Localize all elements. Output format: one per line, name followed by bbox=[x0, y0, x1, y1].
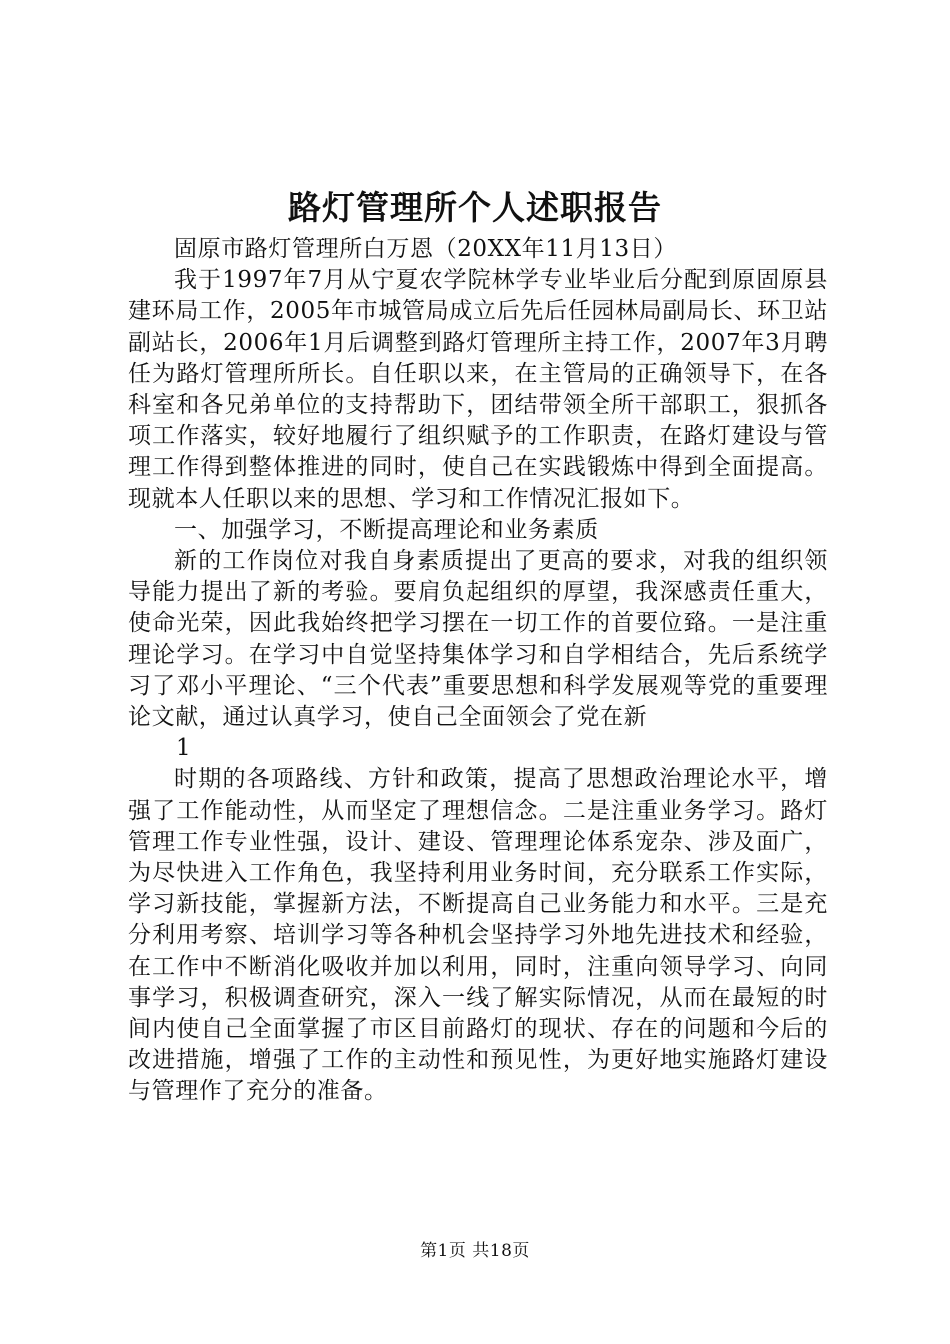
page-footer: 第1页 共18页 bbox=[420, 1241, 530, 1261]
paragraph-intro: 我于1997年7月从宁夏农学院林学专业毕业后分配到原固原县建环局工作，2005年市城管局成立后先后任园林局副局长、环卫站副站长，2006年1月后调整到路灯管理所主持工作，2007年3月聘任为路灯管理所所长。自任职以来，在主管局的正确领导下，在各科室和各兄弟单位的支持帮助下，团结带领全所干部职工，狠抓各项工作落实，较好地履行了组织赋予的工作职责，在路灯建设与管理工作得到整体推进的同时，使自己在实践锻炼中得到全面提高。现就本人任职以来的思想、学习和工作情况汇报如下。 bbox=[128, 267, 828, 512]
paragraph-learning: 新的工作岗位对我自身素质提出了更高的要求，对我的组织领导能力提出了新的考验。要肩负起组织的厚望，我深感责任重大，使命光荣，因此我始终把学习摆在一切工作的首要位臵。一是注重理论学习。在学习中自觉坚持集体学习和自学相结合，先后系统学习了邓小平理论、“三个代表”重要思想和科学发展观等党的重要理论文献，通过认真学习，使自己全面领会了党在新 bbox=[128, 548, 828, 731]
section-heading: 一、加强学习，不断提高理论和业务素质 bbox=[174, 516, 599, 543]
page-title: 路灯管理所个人述职报告 bbox=[288, 188, 662, 227]
paragraph-continuation: 时期的各项路线、方针和政策，提高了思想政治理论水平，增强了工作能动性，从而坚定了理想信念。二是注重业务学习。路灯管理工作专业性强，设计、建设、管理理论体系宠杂、涉及面广，为尽快进入工作角色，我坚持利用业务时间，充分联系工作实际，学习新技能，掌握新方法，不断提高自己业务能力和水平。三是充分利用考察、培训学习等各种机会坚持学习外地先进技术和经验，在工作中不断消化吸收并加以利用，同时，注重向领导学习、向同事学习，积极调查研究，深入一线了解实际情况，从而在最短的时间内使自己全面掌握了市区目前路灯的现状、存在的问题和今后的改进措施，增强了工作的主动性和预见性，为更好地实施路灯建设与管理作了充分的准备。 bbox=[128, 766, 828, 1105]
author-line: 固原市路灯管理所白万恩（20XX年11月13日） bbox=[174, 236, 677, 262]
page-marker: 1 bbox=[176, 735, 192, 762]
document-body bbox=[128, 234, 828, 1108]
